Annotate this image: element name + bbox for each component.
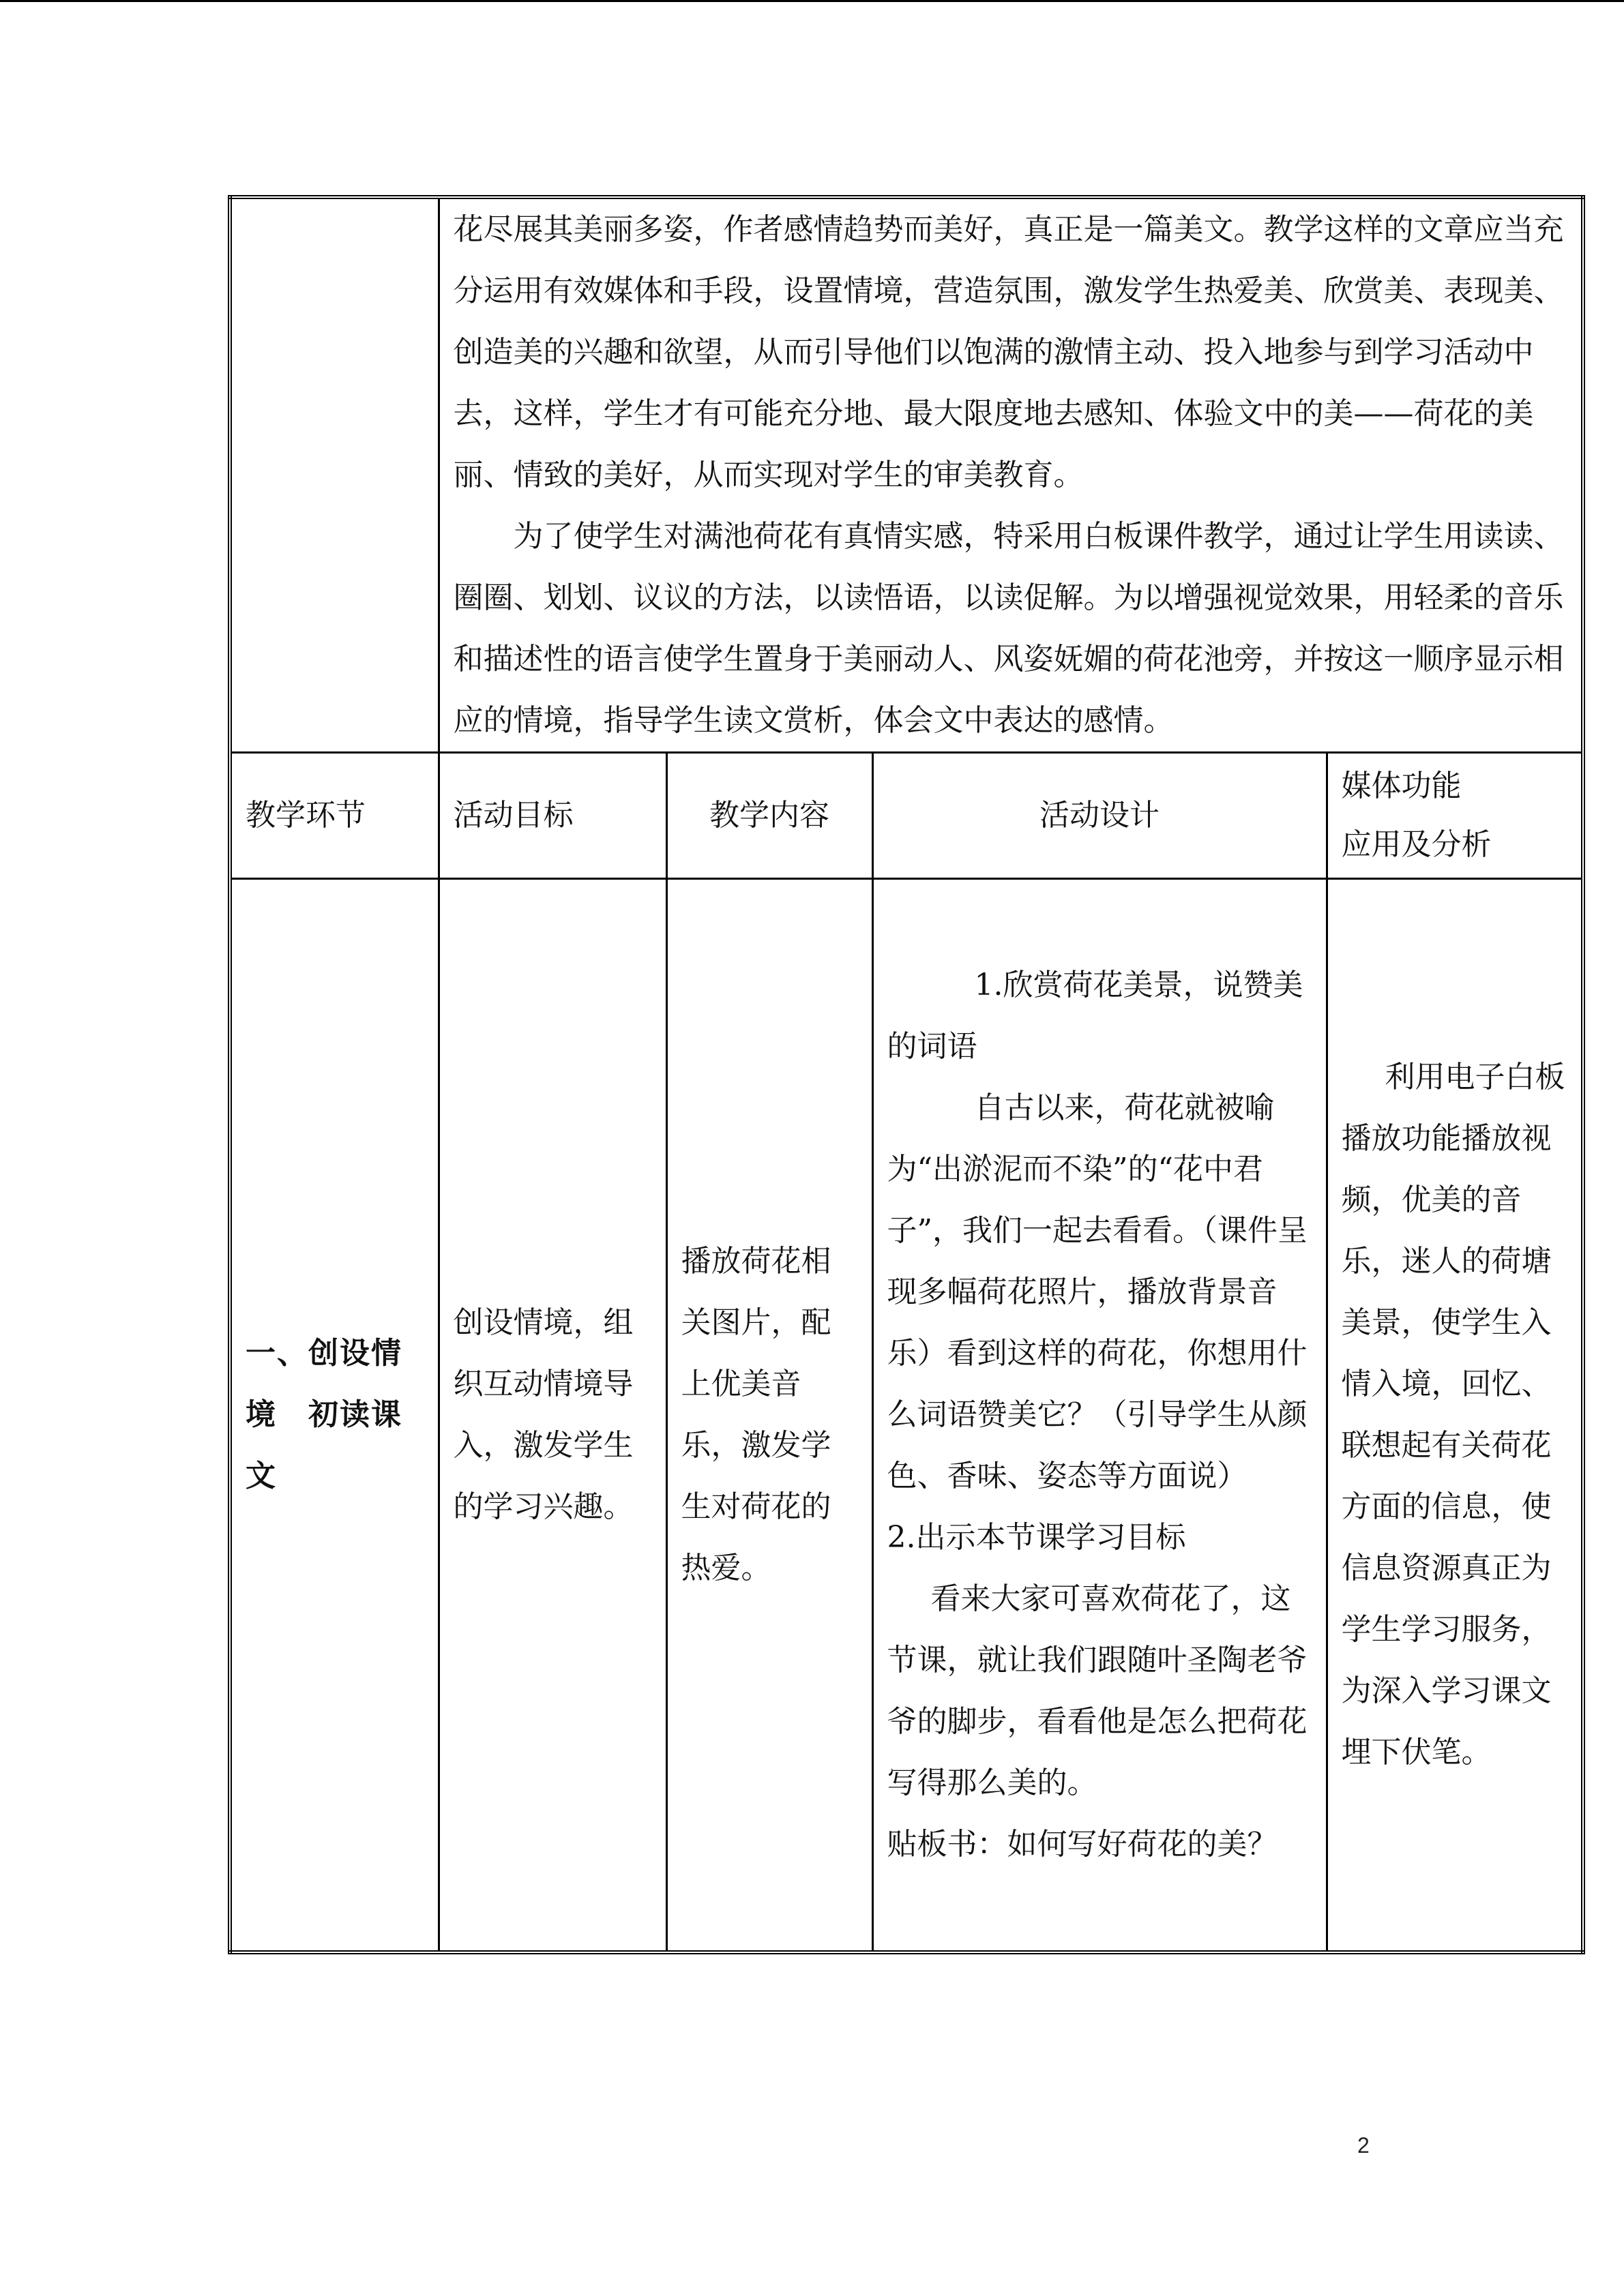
header-stage: 教学环节	[230, 753, 439, 879]
lesson-plan-table	[228, 195, 1585, 1954]
header-row	[230, 753, 1583, 879]
header-goal: 活动目标	[439, 753, 666, 879]
top-border-line	[0, 0, 1624, 2]
stage-row-1	[230, 879, 1583, 1953]
intro-blank-cell	[230, 197, 439, 753]
row1-design-cell	[872, 879, 1327, 1953]
intro-paragraph-2: 为了使学生对满池荷花有真情实感，特采用白板课件教学，通过让学生用读读、圈圈、划划、议议的方法，以读悟语，以读促解。为以增强视觉效果，用轻柔的音乐和描述性的语言使学生置身于美丽动人、风姿妩媚的荷花池旁，并按这一顺序显示相应的情境，指导学生读文赏析，体会文中表达的感情。	[453, 519, 1564, 738]
design-text-1: 自古以来，荷花就被喻为“出淤泥而不染”的“花中君子”，我们一起去看看。（课件呈现多幅荷花照片，播放背景音乐）看到这样的荷花，你想用什么词语赞美它？（引导学生从颜色、香味、姿态等方面说）	[887, 1090, 1308, 1493]
row1-goal-cell: 创设情境，组织互动情境导入，激发学生的学习兴趣。	[439, 879, 666, 1953]
intro-row	[230, 197, 1583, 753]
header-media	[1327, 753, 1583, 879]
page-number: 2	[1357, 2133, 1370, 2158]
design-item-2: 2.出示本节课学习目标	[887, 1520, 1186, 1555]
header-content: 教学内容	[666, 753, 872, 879]
design-text-2: 看来大家可喜欢荷花了，这节课，就让我们跟随叶圣陶老爷爷的脚步，看看他是怎么把荷花写得那么美的。	[887, 1581, 1308, 1800]
design-item-1: 1.欣赏荷花美景，说赞美的词语	[887, 968, 1303, 1064]
intro-cell	[439, 197, 1583, 753]
row1-stage-cell: 一、创设情境 初读课文	[230, 879, 439, 1953]
row1-content-cell: 播放荷花相关图片，配上优美音乐，激发学生对荷花的热爱。	[666, 879, 872, 1953]
header-design: 活动设计	[872, 753, 1327, 879]
header-media-line2: 应用及分析	[1341, 827, 1492, 862]
design-text-3: 贴板书：如何写好荷花的美？	[887, 1827, 1278, 1862]
header-media-line1: 媒体功能	[1341, 769, 1462, 803]
intro-paragraph-1: 花尽展其美丽多姿，作者感情趋势而美好，真正是一篇美文。教学这样的文章应当充分运用有效媒体和手段，设置情境，营造氛围，激发学生热爱美、欣赏美、表现美、创造美的兴趣和欲望，从而引导他们以饱满的激情主动、投入地参与到学习活动中去，这样，学生才有可能充分地、最大限度地去感知、体验文中的美——荷花的美丽、情致的美好，从而实现对学生的审美教育。	[453, 212, 1564, 492]
row1-media-cell: 利用电子白板播放功能播放视频，优美的音乐，迷人的荷塘美景，使学生入情入境，回忆、联想起有关荷花方面的信息，使信息资源真正为学生学习服务，为深入学习课文埋下伏笔。	[1327, 879, 1583, 1953]
